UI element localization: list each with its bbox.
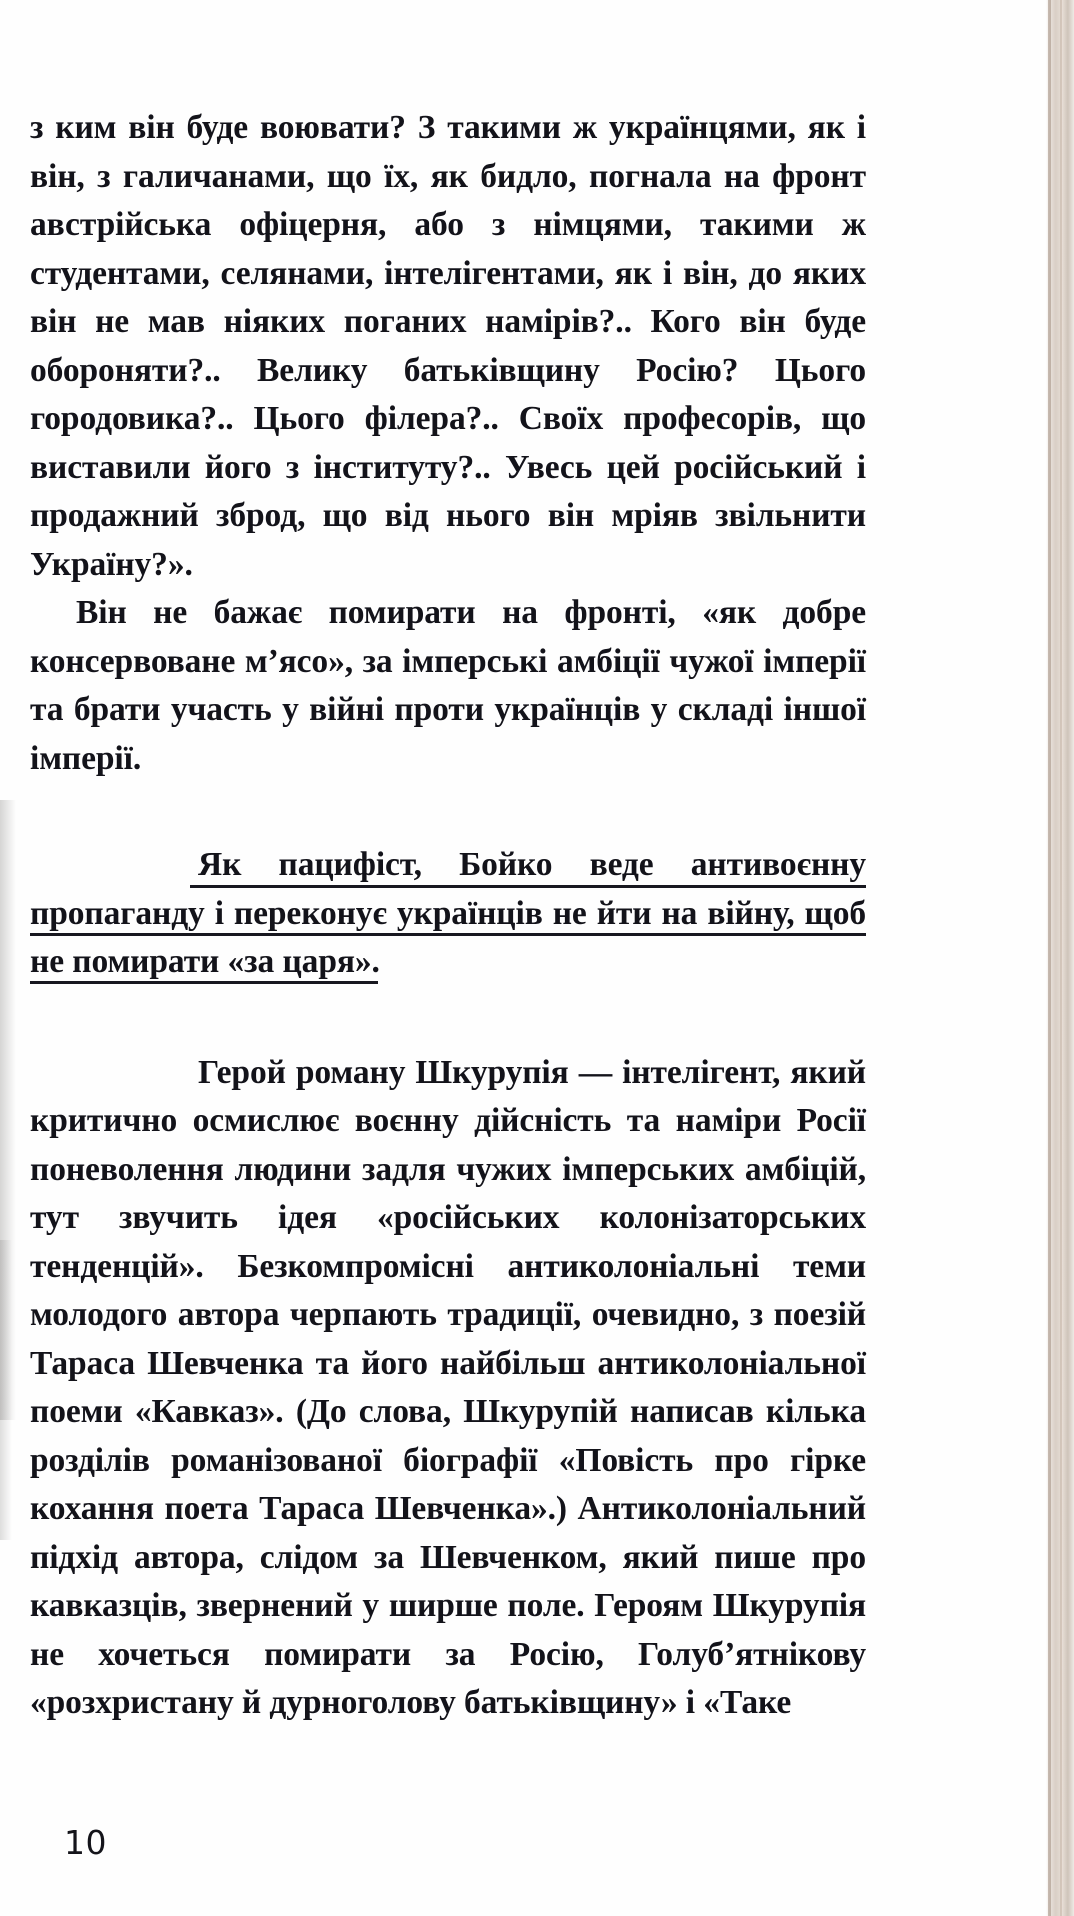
scan-smudge-left-lower xyxy=(0,1240,12,1540)
underline-rule-1 xyxy=(190,885,866,888)
paragraph-pacifist-refusal: Він не бажає помирати на фронті, «як добре консервоване м’ясо», за імперські амбіції чужої імперії та брати участь у війні проти українців у складі іншої імперії. xyxy=(30,594,866,777)
underline-rule-3 xyxy=(30,981,378,984)
paragraph-gap xyxy=(30,987,866,1049)
page-edge-strip xyxy=(1046,0,1074,1916)
text-column xyxy=(30,104,866,1728)
annotated-passage-text: Як пацифіст, Бойко веде антивоєнну пропаганду і переконує українців не йти на війну, щоб не помирати «за царя». xyxy=(30,846,866,980)
page-number: 10 xyxy=(64,1823,107,1862)
annotated-passage xyxy=(30,841,866,987)
underline-rule-2 xyxy=(30,933,866,936)
paragraph-continuation: з ким він буде воювати? З такими ж українцями, як і він, з галичанами, що їх, як бидло, погнала на фронт австрійська офіцерня, або з німцями, такими ж студентами, селянами, інтелігентами, як і він, до яких він не мав ніяких поганих намірів?.. Кого він буде обороняти?.. Велику батьківщину Росію? Цього городовика?.. Цього філера?.. Своїх професорів, що виставили його з інституту?.. Увесь цей російський і продажний зброд, що від нього він мріяв звільнити Україну?». xyxy=(30,109,866,583)
paragraph-shkurupii-analysis: Герой роману Шкурупія — інтелігент, який критично осмислює воєнну дійсність та наміри Росії поневолення людини задля чужих імперських амбіцій, тут звучить ідея «російських колонізаторських тенденцій». Безкомпромісні антиколоніальні теми молодого автора черпають традиції, очевидно, з поезій Тараса Шевченка та його найбільш антиколоніальної поеми «Кавказ». (До слова, Шкурупій написав кілька розділів романізованої біографії «Повість про гірке кохання поета Тараса Шевченка».) Антиколоніальний підхід автора, слідом за Шевченком, який пише про кавказців, звернений у ширше поле. Героям Шкурупія не хочеться помирати за Росію, Голуб’ятнікову «розхристану й дурноголову батьківщину» і «Таке xyxy=(30,1053,866,1721)
